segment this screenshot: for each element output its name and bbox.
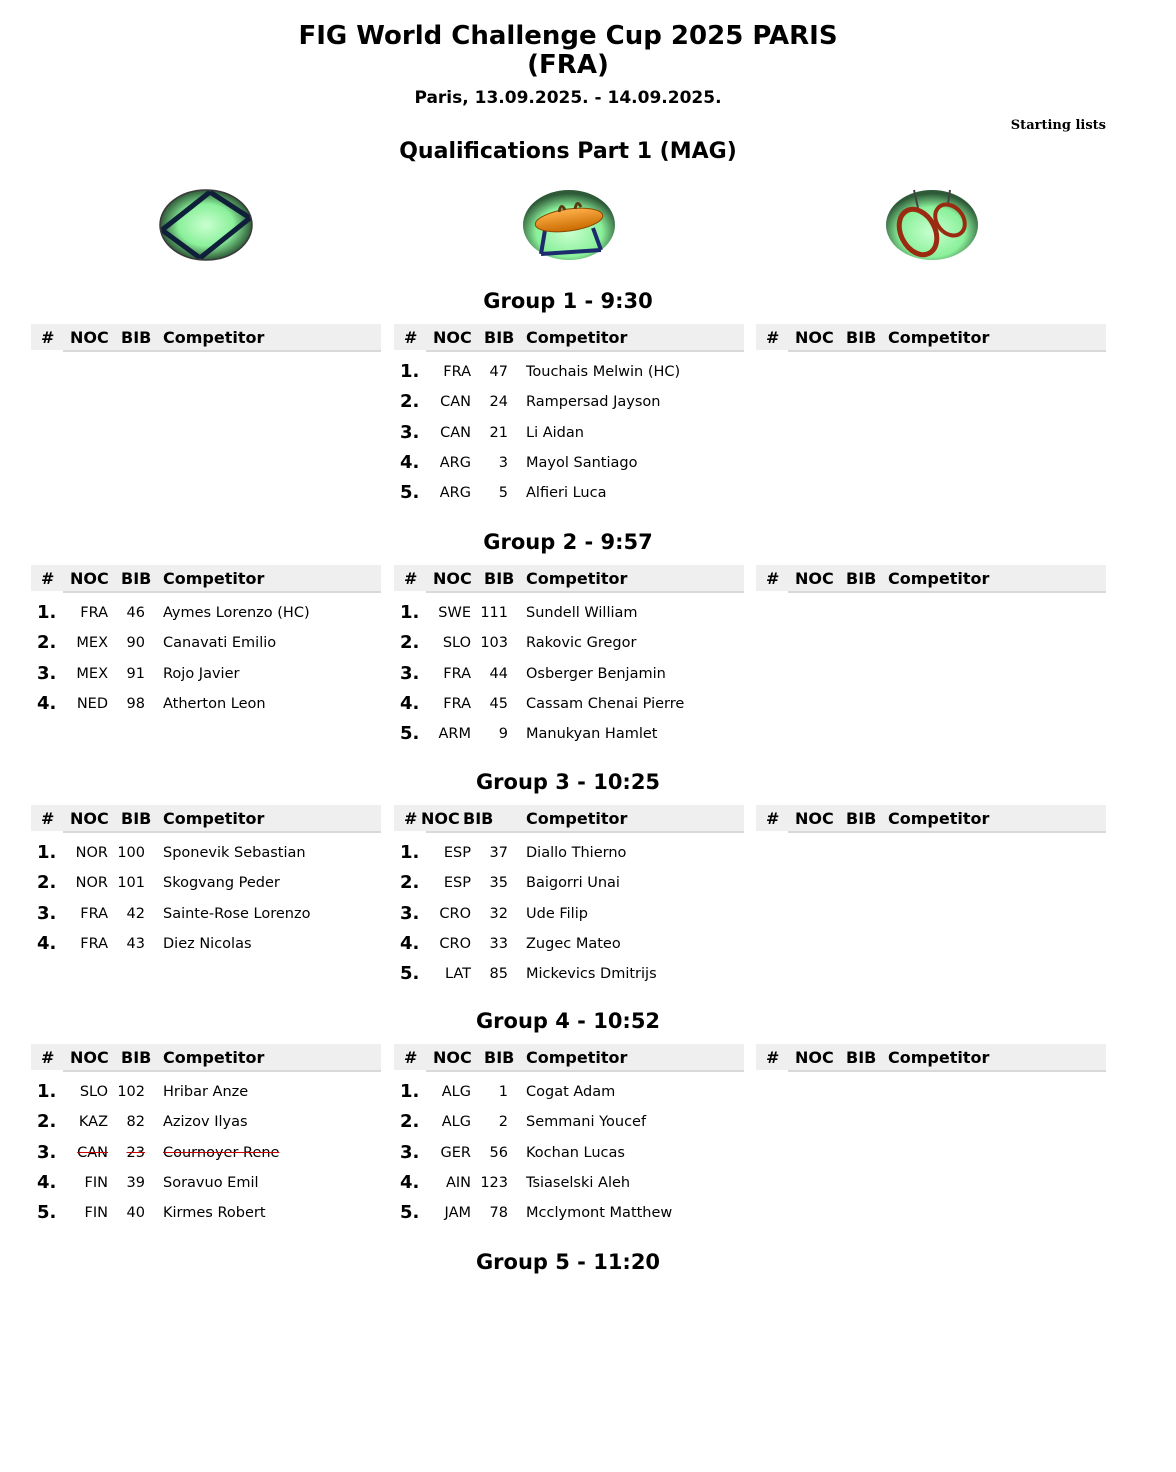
- column-header-rank: #: [404, 1048, 418, 1067]
- venue-dates: Paris, 13.09.2025. - 14.09.2025.: [414, 88, 722, 108]
- table-row: [394, 1197, 744, 1227]
- noc-code: CRO: [439, 905, 471, 922]
- rank-number: 1.: [37, 602, 57, 623]
- competitor-name: Touchais Melwin (HC): [526, 364, 681, 380]
- bib-number: 5: [498, 485, 508, 502]
- starting-list-table: [756, 805, 1106, 837]
- noc-code: MEX: [76, 635, 108, 652]
- column-header-noc: NOC: [421, 809, 460, 828]
- column-header-rank: #: [41, 809, 55, 828]
- table-row: [394, 356, 744, 386]
- competitor-name: Sainte-Rose Lorenzo: [163, 905, 311, 922]
- table-row: [31, 627, 381, 657]
- table-body: [394, 1076, 744, 1227]
- column-header-rank: #: [404, 569, 418, 588]
- noc-code: JAM: [444, 1205, 471, 1222]
- column-header-bib: BIB: [121, 328, 152, 347]
- table-row: [394, 447, 744, 477]
- table-row: [394, 627, 744, 657]
- rank-number: 1.: [400, 361, 420, 382]
- column-header-competitor: Competitor: [888, 809, 990, 828]
- bib-number: 111: [480, 605, 508, 621]
- table-body: [31, 1076, 381, 1227]
- table-row: [31, 597, 381, 627]
- competitor-name: Mickevics Dmitrijs: [526, 966, 657, 983]
- competitor-name: Zugec Mateo: [526, 935, 621, 952]
- starting-list-table: [756, 1044, 1106, 1076]
- noc-code: SLO: [79, 1084, 108, 1100]
- column-header-noc: NOC: [433, 1048, 472, 1067]
- noc-code: CAN: [77, 1144, 108, 1161]
- noc-code: NOR: [75, 875, 108, 892]
- table-row: [31, 1167, 381, 1197]
- bib-number: 123: [480, 1174, 508, 1191]
- group-title: Group 5 - 11:20: [475, 1250, 661, 1274]
- floor-exercise-icon: [158, 188, 254, 262]
- bib-number: 47: [489, 364, 508, 380]
- column-header-bib: BIB: [846, 328, 877, 347]
- rank-number: 2.: [400, 632, 420, 654]
- competitor-name: Cassam Chenai Pierre: [526, 695, 685, 712]
- column-header-bib: BIB: [121, 809, 152, 828]
- competitor-name: Azizov Ilyas: [163, 1114, 248, 1131]
- noc-code: FRA: [443, 364, 471, 380]
- column-header-noc: NOC: [795, 328, 834, 347]
- bib-number: 21: [489, 424, 508, 441]
- column-header-rank: #: [766, 809, 780, 828]
- bib-number: 78: [489, 1205, 508, 1222]
- rank-number: 5.: [400, 1202, 420, 1224]
- table-row: [31, 867, 381, 897]
- starting-list-table: [31, 324, 381, 356]
- bib-number: 35: [489, 875, 508, 892]
- noc-code: ARG: [439, 454, 471, 471]
- column-header-bib: BIB: [121, 1048, 152, 1067]
- table-row: [394, 958, 744, 988]
- table-body: [31, 597, 381, 718]
- competitor-name: Osberger Benjamin: [526, 665, 666, 682]
- table-row: [31, 928, 381, 958]
- competitor-name: Soravuo Emil: [163, 1174, 259, 1191]
- group-title: Group 3 - 10:25: [475, 770, 661, 794]
- group-title: Group 2 - 9:57: [483, 530, 653, 554]
- header-divider: [31, 831, 63, 833]
- noc-code: AIN: [445, 1174, 471, 1191]
- column-header-competitor: Competitor: [526, 809, 628, 828]
- bib-number: 2: [498, 1114, 508, 1131]
- table-body: [394, 837, 744, 988]
- bib-number: 46: [126, 605, 145, 621]
- rank-number: 2.: [400, 872, 420, 894]
- noc-code: CAN: [440, 424, 471, 441]
- noc-code: CRO: [439, 935, 471, 952]
- rank-number: 3.: [400, 421, 420, 443]
- competitor-name: Skogvang Peder: [163, 875, 280, 892]
- column-header-competitor: Competitor: [526, 1048, 628, 1067]
- noc-code: KAZ: [78, 1114, 108, 1131]
- table-row: [394, 898, 744, 928]
- rank-number: 1.: [400, 842, 420, 863]
- header-divider: [394, 350, 426, 352]
- bib-number: 91: [126, 665, 145, 682]
- starting-list-table: [31, 1044, 381, 1227]
- table-row: [394, 658, 744, 688]
- table-header: [31, 324, 381, 352]
- noc-code: ALG: [441, 1114, 471, 1131]
- competitor-name: Mcclymont Matthew: [526, 1205, 673, 1222]
- bib-number: 39: [126, 1174, 145, 1191]
- table-row: [394, 867, 744, 897]
- bib-number: 24: [489, 394, 508, 411]
- rank-number: 1.: [400, 602, 420, 623]
- competitor-name: Kirmes Robert: [163, 1205, 266, 1222]
- table-row: [394, 1137, 744, 1167]
- competitor-name: Ude Filip: [526, 905, 588, 922]
- rank-number: 2.: [37, 1111, 57, 1133]
- column-header-competitor: Competitor: [526, 328, 628, 347]
- bib-number: 98: [126, 695, 145, 712]
- column-header-bib: BIB: [121, 569, 152, 588]
- table-header: [394, 324, 744, 352]
- column-header-noc: NOC: [795, 569, 834, 588]
- starting-list-table: [756, 324, 1106, 356]
- header-divider: [756, 831, 788, 833]
- competitor-name: Sponevik Sebastian: [163, 845, 306, 861]
- table-row: [394, 477, 744, 507]
- column-header-bib: BIB: [846, 569, 877, 588]
- column-header-noc: NOC: [795, 809, 834, 828]
- column-header-rank: #: [766, 569, 780, 588]
- competitor-name: Rakovic Gregor: [526, 635, 637, 652]
- starting-list-table: [31, 565, 381, 718]
- bib-number: 90: [126, 635, 145, 652]
- bib-number: 100: [117, 845, 145, 861]
- session-title: Qualifications Part 1 (MAG): [399, 139, 737, 164]
- rank-number: 1.: [37, 1081, 57, 1102]
- rank-number: 4.: [400, 692, 420, 714]
- noc-code: FRA: [80, 935, 108, 952]
- table-header: [394, 805, 744, 833]
- title-line-1: FIG World Challenge Cup 2025 PARIS: [298, 21, 838, 51]
- title-line-2: (FRA): [527, 50, 609, 80]
- rank-number: 3.: [400, 662, 420, 684]
- competitor-name: Canavati Emilio: [163, 635, 277, 652]
- competitor-name: Rojo Javier: [163, 665, 240, 682]
- bib-number: 23: [126, 1144, 145, 1161]
- table-row: [394, 837, 744, 867]
- column-header-noc: NOC: [70, 569, 109, 588]
- rank-number: 5.: [400, 723, 420, 745]
- column-header-bib: BIB: [846, 1048, 877, 1067]
- header-divider: [31, 350, 63, 352]
- table-body: [394, 597, 744, 748]
- table-body: [394, 356, 744, 507]
- rank-number: 2.: [37, 872, 57, 894]
- column-header-rank: #: [41, 569, 55, 588]
- table-row: [394, 1076, 744, 1106]
- rank-number: 4.: [37, 692, 57, 714]
- bib-number: 37: [489, 845, 508, 861]
- rank-number: 5.: [400, 482, 420, 504]
- bib-number: 85: [489, 966, 508, 983]
- competitor-name: Rampersad Jayson: [526, 394, 661, 411]
- rank-number: 3.: [400, 902, 420, 924]
- column-header-bib: BIB: [484, 569, 515, 588]
- column-header-competitor: Competitor: [526, 569, 628, 588]
- table-row: [394, 1167, 744, 1197]
- table-row: [31, 1076, 381, 1106]
- noc-code: MEX: [76, 665, 108, 682]
- table-row: [394, 386, 744, 416]
- rank-number: 3.: [37, 662, 57, 684]
- table-header: [756, 324, 1106, 352]
- rank-number: 4.: [37, 1171, 57, 1193]
- column-header-rank: #: [404, 328, 418, 347]
- noc-code: NED: [76, 695, 108, 712]
- column-header-competitor: Competitor: [888, 1048, 990, 1067]
- noc-code: FIN: [84, 1174, 108, 1191]
- competitor-name: Tsiaselski Aleh: [526, 1174, 631, 1191]
- list-type-label: Starting lists: [1010, 118, 1106, 133]
- bib-number: 1: [498, 1084, 508, 1100]
- noc-code: CAN: [440, 394, 471, 411]
- table-header: [31, 565, 381, 593]
- bib-number: 44: [489, 665, 508, 682]
- table-header: [394, 565, 744, 593]
- column-header-competitor: Competitor: [163, 809, 265, 828]
- bib-number: 3: [498, 454, 508, 471]
- rank-number: 5.: [400, 963, 420, 985]
- competitor-name: Li Aidan: [526, 424, 584, 441]
- rank-number: 2.: [400, 391, 420, 413]
- column-header-bib: BIB: [484, 1048, 515, 1067]
- competitor-name: Semmani Youcef: [526, 1114, 647, 1131]
- column-header-bib: BIB: [484, 328, 515, 347]
- competitor-name: Aymes Lorenzo (HC): [163, 605, 310, 621]
- column-header-noc: NOC: [795, 1048, 834, 1067]
- header-divider: [31, 591, 63, 593]
- column-header-competitor: Competitor: [163, 328, 265, 347]
- noc-code: SLO: [442, 635, 471, 652]
- table-header: [31, 805, 381, 833]
- table-row: [31, 1137, 381, 1167]
- column-header-noc: NOC: [433, 569, 472, 588]
- noc-code: FRA: [443, 665, 471, 682]
- table-row: [31, 658, 381, 688]
- noc-code: FIN: [84, 1205, 108, 1222]
- table-header: [756, 565, 1106, 593]
- competitor-name: Atherton Leon: [163, 695, 266, 712]
- document-title: [0, 22, 1136, 80]
- bib-number: 43: [126, 935, 145, 952]
- table-row: [31, 898, 381, 928]
- bib-number: 103: [480, 635, 508, 652]
- header-divider: [756, 591, 788, 593]
- group-title: Group 4 - 10:52: [475, 1009, 661, 1033]
- column-header-rank: #: [404, 809, 418, 828]
- bib-number: 56: [489, 1144, 508, 1161]
- column-header-rank: #: [41, 1048, 55, 1067]
- competitor-name: Alfieri Luca: [526, 485, 607, 502]
- header-divider: [756, 1070, 788, 1072]
- competitor-name: Hribar Anze: [163, 1084, 249, 1100]
- competitor-name: Baigorri Unai: [526, 875, 620, 892]
- table-row: [31, 1106, 381, 1136]
- starting-list-table: [394, 1044, 744, 1227]
- competitor-name: Sundell William: [526, 605, 638, 621]
- bib-number: 32: [489, 905, 508, 922]
- pommel-horse-icon: [521, 188, 617, 262]
- bib-number: 42: [126, 905, 145, 922]
- column-header-competitor: Competitor: [888, 328, 990, 347]
- table-header: [756, 805, 1106, 833]
- rank-number: 3.: [37, 902, 57, 924]
- column-header-noc: NOC: [70, 1048, 109, 1067]
- starting-list-table: [394, 324, 744, 507]
- column-header-rank: #: [766, 1048, 780, 1067]
- header-divider: [31, 1070, 63, 1072]
- noc-code: ESP: [443, 845, 471, 861]
- rank-number: 2.: [37, 632, 57, 654]
- group-title: Group 1 - 9:30: [483, 289, 653, 313]
- noc-code: SWE: [438, 605, 471, 621]
- column-header-competitor: Competitor: [163, 569, 265, 588]
- table-row: [394, 597, 744, 627]
- bib-number: 45: [489, 695, 508, 712]
- table-row: [31, 688, 381, 718]
- column-header-noc: NOC: [433, 328, 472, 347]
- competitor-name: Manukyan Hamlet: [526, 726, 658, 743]
- starting-list-table: [394, 805, 744, 988]
- bib-number: 101: [117, 875, 145, 892]
- table-row: [394, 718, 744, 748]
- rank-number: 1.: [400, 1081, 420, 1102]
- column-header-noc: NOC: [70, 809, 109, 828]
- column-header-noc: NOC: [70, 328, 109, 347]
- table-body: [31, 837, 381, 958]
- competitor-name: Cournoyer Rene: [163, 1144, 280, 1161]
- bib-number: 40: [126, 1205, 145, 1222]
- bib-number: 33: [489, 935, 508, 952]
- rank-number: 4.: [400, 932, 420, 954]
- column-header-rank: #: [41, 328, 55, 347]
- noc-code: ESP: [443, 875, 471, 892]
- bib-number: 9: [498, 726, 508, 743]
- rank-number: 1.: [37, 842, 57, 863]
- table-header: [756, 1044, 1106, 1072]
- noc-code: NOR: [75, 845, 108, 861]
- rings-icon: [884, 188, 980, 262]
- competitor-name: Diallo Thierno: [526, 845, 627, 861]
- column-header-bib: BIB: [846, 809, 877, 828]
- column-header-rank: #: [766, 328, 780, 347]
- header-divider: [394, 1070, 426, 1072]
- competitor-name: Diez Nicolas: [163, 935, 252, 952]
- starting-list-table: [394, 565, 744, 748]
- competitor-name: Cogat Adam: [526, 1084, 616, 1100]
- starting-list-table: [31, 805, 381, 958]
- column-header-competitor: Competitor: [163, 1048, 265, 1067]
- table-row: [394, 417, 744, 447]
- bib-number: 82: [126, 1114, 145, 1131]
- column-header-bib: BIB: [463, 809, 494, 828]
- header-divider: [756, 350, 788, 352]
- table-header: [394, 1044, 744, 1072]
- bib-number: 102: [117, 1084, 145, 1100]
- rank-number: 2.: [400, 1111, 420, 1133]
- table-row: [394, 928, 744, 958]
- table-row: [31, 837, 381, 867]
- noc-code: ARM: [438, 726, 471, 743]
- rank-number: 4.: [37, 932, 57, 954]
- noc-code: GER: [440, 1144, 471, 1161]
- rank-number: 5.: [37, 1202, 57, 1224]
- noc-code: FRA: [80, 605, 108, 621]
- header-divider: [394, 831, 426, 833]
- column-header-competitor: Competitor: [888, 569, 990, 588]
- rank-number: 4.: [400, 451, 420, 473]
- starting-list-table: [756, 565, 1106, 597]
- rank-number: 4.: [400, 1171, 420, 1193]
- competitor-name: Kochan Lucas: [526, 1144, 625, 1161]
- rank-number: 3.: [37, 1141, 57, 1163]
- noc-code: ARG: [439, 485, 471, 502]
- competitor-name: Mayol Santiago: [526, 454, 638, 471]
- noc-code: LAT: [444, 966, 471, 983]
- table-row: [394, 1106, 744, 1136]
- noc-code: FRA: [443, 695, 471, 712]
- noc-code: ALG: [441, 1084, 471, 1100]
- noc-code: FRA: [80, 905, 108, 922]
- rank-number: 3.: [400, 1141, 420, 1163]
- table-header: [31, 1044, 381, 1072]
- table-row: [31, 1197, 381, 1227]
- header-divider: [394, 591, 426, 593]
- table-row: [394, 688, 744, 718]
